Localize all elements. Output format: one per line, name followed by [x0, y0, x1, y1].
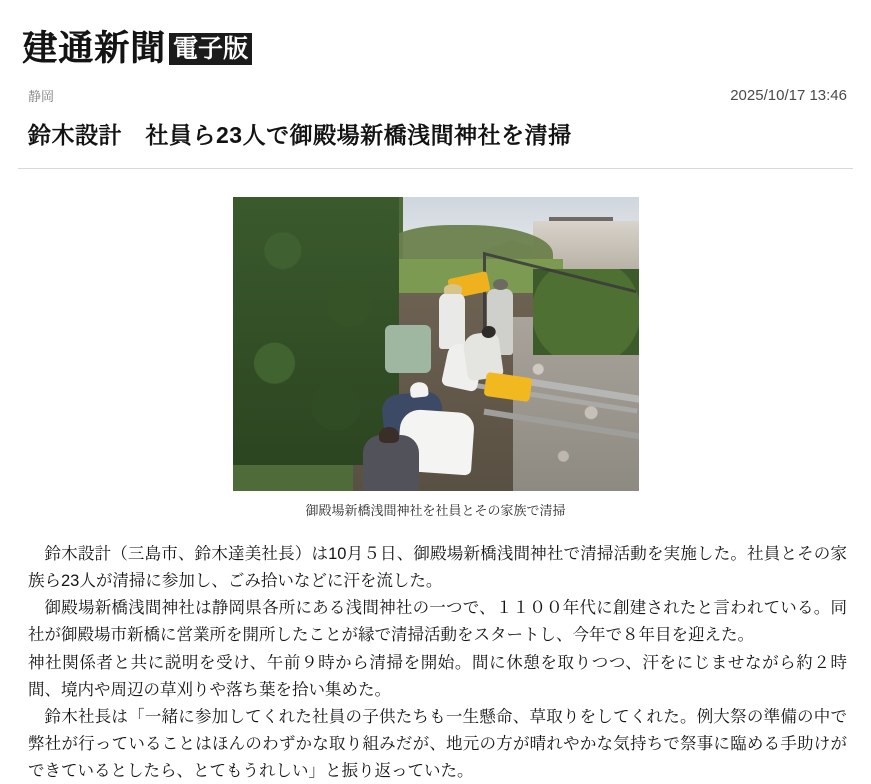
article-paragraph: 御殿場新橋浅間神社は静岡県各所にある浅間神社の一つで、１１００年代に創建されたと言われている。同社が御殿場市新橋に営業所を開所したことが縁で清掃活動をスタートし、今年で８年目を迎えた。	[28, 599, 847, 645]
article-paragraph: 鈴木設計（三島市、鈴木達美社長）は10月５日、御殿場新橋浅間神社で清掃活動を実施した。社員とその家族ら23人が清掃に参加し、ごみ拾いなどに汗を流した。	[28, 545, 847, 590]
photo-hedge	[233, 197, 399, 465]
article-paragraph: 神社関係者と共に説明を受け、午前９時から清掃を開始。間に休憩を取りつつ、汗をにじませながら約２時間、境内や周辺の草刈りや落ち葉を拾い集めた。	[28, 653, 847, 699]
photo-caption: 御殿場新橋浅間神社を社員とその家族で清掃	[305, 503, 566, 518]
photo-person-hat	[439, 293, 465, 349]
article-meta-row	[18, 86, 853, 105]
photo-collection-bag	[385, 325, 431, 373]
publish-timestamp: 2025/10/17 13:46	[730, 87, 847, 104]
article-photo	[233, 197, 639, 491]
header-divider	[18, 168, 853, 169]
region-label: 静岡	[28, 89, 55, 104]
article-figure	[233, 197, 639, 519]
site-masthead	[18, 0, 853, 69]
site-logo-text[interactable]: 建通新聞	[22, 28, 167, 69]
page-title: 鈴木設計 社員ら23人で御殿場新橋浅間神社を清掃	[28, 122, 572, 148]
site-logo-badge: 電子版	[169, 33, 252, 65]
photo-person-foreground	[363, 435, 419, 491]
article-paragraph: 鈴木社長は「一緒に参加してくれた社員の子供たちも一生懸命、草取りをしてくれた。例大祭の準備の中で弊社が行っていることはほんのわずかな取り組みだが、地元の方が晴れやかな気持ちで祭事に臨める手助けができているとしたら、とてもうれしい」と振り返っていた。	[28, 708, 847, 780]
article-body	[18, 541, 853, 784]
